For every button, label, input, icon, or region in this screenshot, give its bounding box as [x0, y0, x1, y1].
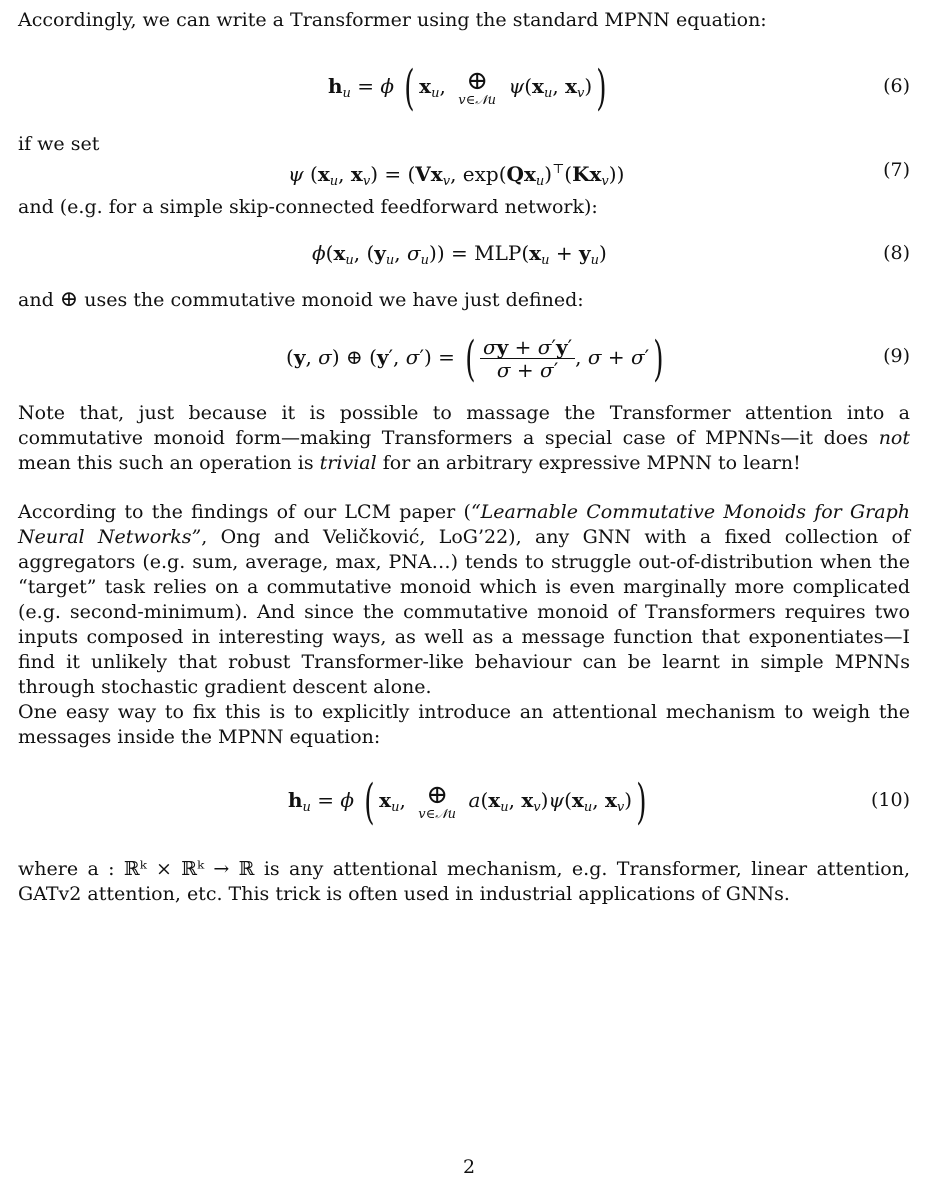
page-number: 2 — [462, 1156, 476, 1178]
equation-6-body: $h_u = \phi$ ( $x_u$, ⊕ v∈𝒩u $\psi(x_u$, $x_v$)) — [328, 59, 607, 116]
equation-6 — [18, 59, 910, 116]
paragraph-where: where a : ℝᵏ × ℝᵏ → ℝ is any attentional mechanism, e.g. Transformer, linear attention, GATv2 attention, etc. This trick is often used in industrial applications of GNNs. — [18, 858, 910, 905]
paragraph-intro: Accordingly, we can write a Transformer using the standard MPNN equation: — [18, 9, 767, 31]
equation-8-number: (8) — [883, 242, 910, 264]
equation-8 — [18, 233, 910, 273]
equation-9-body: (y, σ) ⊕ (y′, σ′) = ( $\frac{\sigma y + \sigma'y'}{\sigma + \sigma'}$ , σ + σ′) — [286, 330, 664, 387]
equation-9-number: (9) — [883, 345, 910, 367]
equation-10-number: (10) — [870, 789, 910, 811]
equation-8-body: $\phi(x_u$, ($y_u$, $\sigma_u)) = MLP(x_u + y_u)$ — [312, 241, 607, 268]
paragraph-if-we-set: if we set — [18, 133, 100, 155]
equation-7 — [18, 150, 910, 190]
paragraph-and-oplus: and ⊕ uses the commutative monoid we have just defined: — [18, 287, 584, 312]
oplus-symbol: ⊕ — [59, 287, 79, 312]
equation-10 — [18, 773, 910, 830]
paragraph-lcm: According to the findings of our LCM paper (“Learnable Commutative Monoids for Graph Neural Networks”, Ong and Veličković, LoG’22), any GNN with a fixed collection of aggregators (e.g. sum, average, max, PNA…) tends to struggle out-of-distribution when the “target” task relies on a commutative monoid which is even marginally more complicated (e.g. second-minimum). And since the commutative monoid of Transformers requires two inputs composed in interesting ways, as well as a message function that exponentiates—I find it unlikely that robust Transformer-like behaviour can be learnt in simple MPNNs through stochastic gradient descent alone. — [18, 501, 911, 698]
equation-9 — [18, 330, 910, 387]
equation-7-number: (7) — [883, 159, 910, 181]
equation-7-body: ψ ($x_u$, $x_v) = (Vx_v$, $\exp(Qx_u)^⊤(Kx_v)$) — [288, 162, 625, 189]
paragraph-and-eg: and (e.g. for a simple skip-connected feedforward network): — [18, 196, 598, 218]
paragraph-easy-fix: One easy way to fix this is to explicitly introduce an attentional mechanism to weigh the messages inside the MPNN equation: — [18, 701, 910, 748]
equation-6-number: (6) — [883, 75, 910, 97]
paragraph-note: Note that, just because it is possible to massage the Transformer attention into a commutative monoid form—making Transformers a special case of MPNNs—it does not mean this such an operation is trivial for an arbitrary expressive MPNN to learn! — [18, 402, 910, 474]
equation-10-body: $h_u = \phi$ ( $x_u$, ⊕ v∈𝒩u $a(x_u$, $x_v)\psi(x_u$, $x_v$)) — [288, 773, 647, 830]
